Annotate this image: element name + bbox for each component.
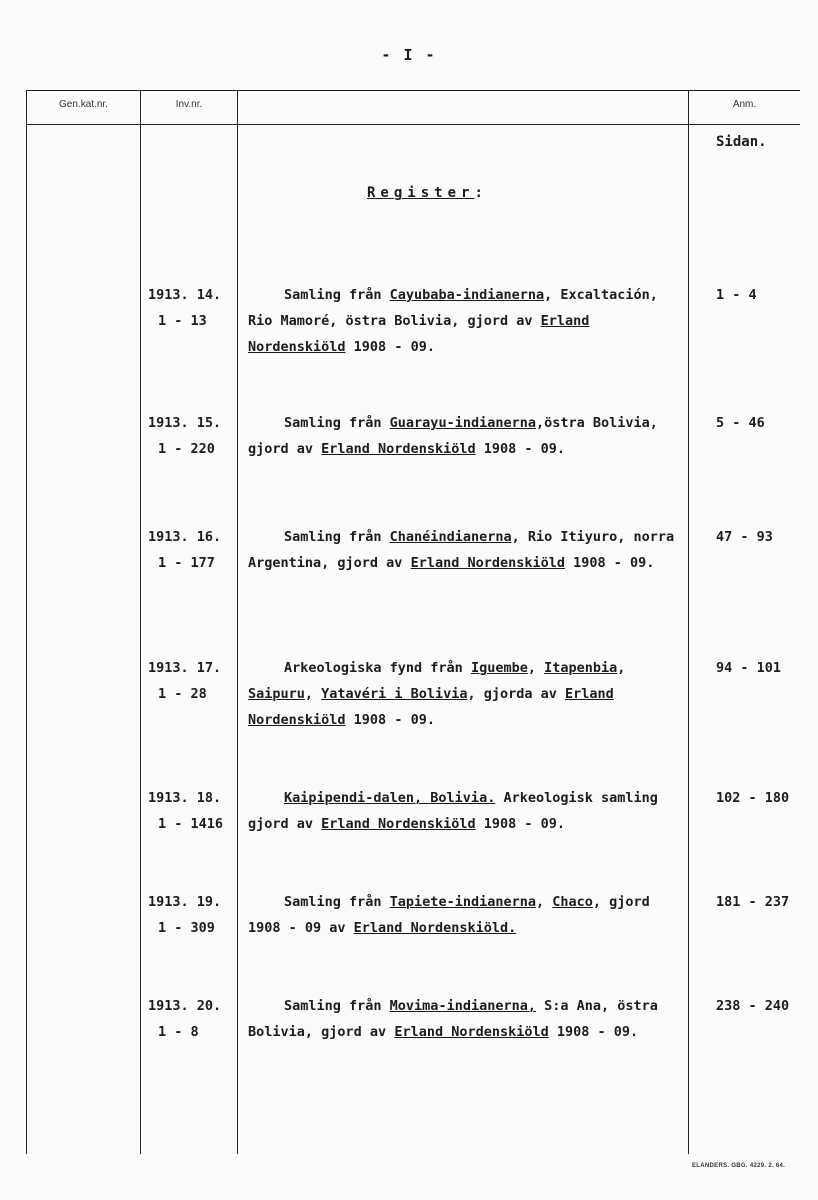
entry-catalog-number: 1913. 19. (148, 894, 222, 910)
description-text: , gjorda av (467, 686, 566, 702)
entry-number-block (148, 410, 234, 462)
entry-description (248, 655, 684, 733)
underlined-term: Tapiete-indianerna (389, 894, 536, 910)
entry-description (248, 282, 684, 360)
entry-page-range: 47 - 93 (716, 529, 773, 545)
column-divider-gen-kat (140, 90, 141, 1154)
description-text: 1908 - 09. (548, 1024, 639, 1040)
description-text: Samling från (284, 529, 390, 545)
entry-catalog-number: 1913. 16. (148, 529, 222, 545)
column-divider-inv (237, 90, 238, 1154)
description-text: 1908 - 09. (345, 339, 435, 355)
entry-description (248, 524, 684, 576)
description-text: Samling från (284, 894, 390, 910)
underlined-term: Iguembe (470, 660, 528, 676)
entry-number-block (148, 993, 234, 1045)
entry-description (248, 889, 684, 941)
register-heading-text: Register (367, 185, 475, 201)
underlined-term: Chanéindianerna (389, 529, 512, 545)
underlined-term: Saipuru (248, 686, 305, 702)
sidan-label: Sidan. (716, 134, 767, 150)
entry-page-range: 1 - 4 (716, 287, 757, 303)
column-header-anm: Anm. (732, 99, 757, 110)
description-text: 1908 - 09. (565, 555, 655, 571)
entry-description (248, 410, 684, 462)
entry-inventory-range: 1 - 1416 (158, 816, 224, 832)
description-text: Samling från (284, 415, 390, 431)
entry-inventory-range: 1 - 309 (158, 920, 215, 936)
table-top-rule (26, 90, 800, 91)
entry-catalog-number: 1913. 18. (148, 790, 222, 806)
description-text: 1908 - 09. (475, 816, 565, 832)
underlined-term: Movima-indianerna, (389, 998, 536, 1014)
entry-page-range: 102 - 180 (716, 790, 790, 806)
underlined-term: Erland Nordenskiöld (394, 1024, 549, 1040)
column-divider-anm (688, 90, 689, 1154)
entry-catalog-number: 1913. 14. (148, 287, 222, 303)
entry-number-block (148, 785, 234, 837)
description-text: 1908 - 09. (475, 441, 565, 457)
description-text: ,östra Bolivia, gjord av (248, 415, 658, 457)
description-text: , (617, 660, 626, 676)
entry-inventory-range: 1 - 28 (158, 686, 207, 702)
entry-inventory-range: 1 - 177 (158, 555, 215, 571)
entry-page-range: 94 - 101 (716, 660, 782, 676)
description-text: Samling från (284, 287, 390, 303)
entry-catalog-number: 1913. 20. (148, 998, 222, 1014)
entry-page-range: 5 - 46 (716, 415, 765, 431)
column-header-inv: Inv.nr. (175, 99, 203, 110)
column-header-gen-kat: Gen.kat.nr. (59, 99, 108, 110)
description-text: Arkeologisk samling gjord av (248, 790, 658, 832)
description-text: , (304, 686, 322, 702)
entry-number-block (148, 655, 234, 707)
description-text: S:a Ana, östra Bolivia, gjord av (248, 998, 658, 1040)
underlined-term: Erland Nordenskiöld (248, 686, 614, 728)
register-heading-suffix: : (474, 185, 488, 201)
entry-inventory-range: 1 - 8 (158, 1024, 199, 1040)
underlined-term: Erland Nordenskiöld (410, 555, 565, 571)
underlined-term: Erland Nordenskiöld. (353, 920, 517, 936)
description-text: , Rio Itiyuro, norra Argentina, gjord av (248, 529, 675, 571)
description-text: , Excaltación, Rio Mamoré, östra Bolivia, gjord av (248, 287, 658, 329)
description-text: Arkeologiska fynd från (284, 660, 471, 676)
entry-number-block (148, 282, 234, 334)
entry-page-range: 181 - 237 (716, 894, 790, 910)
description-text: , (535, 894, 553, 910)
underlined-term: Kaipipendi-dalen, Bolivia. (284, 790, 496, 806)
entry-catalog-number: 1913. 15. (148, 415, 222, 431)
description-text: Samling från (284, 998, 390, 1014)
underlined-term: Yatavéri i Bolivia (321, 686, 468, 702)
page-number: - I - (381, 46, 437, 64)
underlined-term: Erland Nordenskiöld (321, 816, 476, 832)
entry-inventory-range: 1 - 220 (158, 441, 215, 457)
table-header-rule (26, 124, 800, 125)
entry-catalog-number: 1913. 17. (148, 660, 222, 676)
entry-page-range: 238 - 240 (716, 998, 790, 1014)
register-heading (367, 185, 488, 201)
printer-mark: ELANDERS. GBG. 4229. 2. 64. (692, 1163, 786, 1169)
table-left-rule (26, 90, 27, 1154)
underlined-term: Itapenbia (544, 660, 618, 676)
underlined-term: Chaco (552, 894, 593, 910)
entry-number-block (148, 889, 234, 941)
description-text: , (527, 660, 545, 676)
underlined-term: Guarayu-indianerna (389, 415, 536, 431)
description-text: 1908 - 09. (345, 712, 435, 728)
entry-description (248, 785, 684, 837)
entry-number-block (148, 524, 234, 576)
underlined-term: Cayubaba-indianerna (389, 287, 545, 303)
entry-description (248, 993, 684, 1045)
underlined-term: Erland Nordenskiöld (321, 441, 476, 457)
description-text: , gjord 1908 - 09 av (248, 894, 650, 936)
underlined-term: Erland Nordenskiöld (248, 313, 590, 355)
entry-inventory-range: 1 - 13 (158, 313, 207, 329)
